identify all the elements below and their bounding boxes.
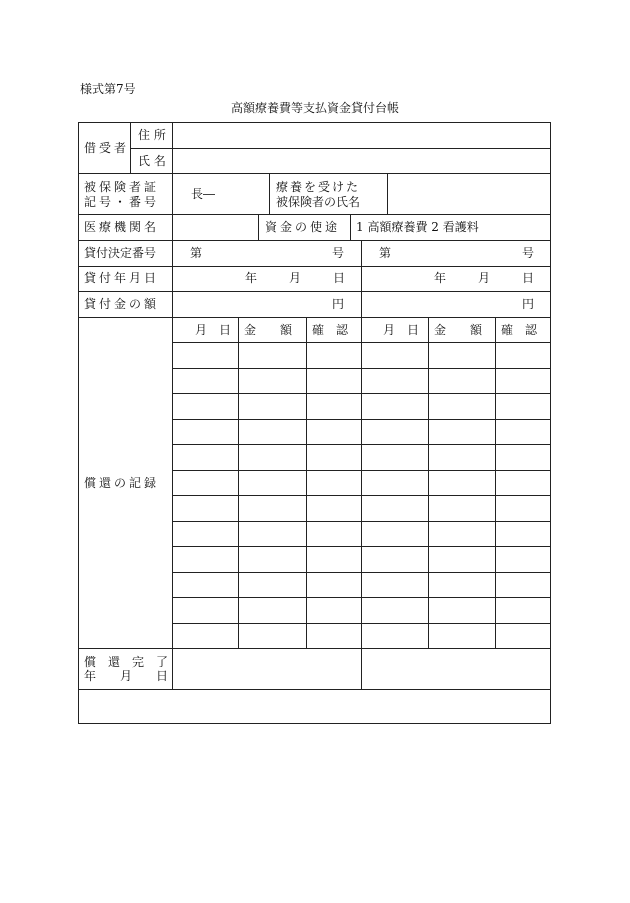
loan-amount-yen-1: 円 [332, 297, 345, 311]
insured-card-prefix: 長― [191, 187, 216, 201]
completion-label-line1: 償 還 完 了 [84, 655, 169, 669]
fund-purpose-label: 資金の使途 [265, 220, 341, 234]
insured-card-label-line1: 被保険者証 [84, 180, 160, 194]
repayment-header-date-1: 月 日 [195, 323, 232, 337]
address-label: 住 所 [138, 128, 166, 142]
loan-amount-yen-2: 円 [522, 297, 535, 311]
loan-date-year-2: 年 [434, 271, 447, 285]
decision-go-1: 号 [332, 246, 345, 260]
repayment-header-confirm-2: 確 認 [501, 323, 538, 337]
name-field[interactable] [173, 149, 550, 173]
insured-card-label-line2: 記号・番号 [84, 195, 160, 209]
document-title: 高額療養費等支払資金貸付台帳 [230, 101, 399, 115]
decision-go-2: 号 [522, 246, 535, 260]
loan-date-month-2: 月 [478, 271, 491, 285]
repayment-header-amount-1: 金 額 [244, 323, 293, 337]
fund-purpose-value: 1 高額療養費 2 看護料 [356, 220, 479, 234]
patient-label-line2: 被保険者の氏名 [276, 195, 361, 209]
repayment-header-confirm-1: 確 認 [312, 323, 349, 337]
repayment-header-date-2: 月 日 [383, 323, 420, 337]
insured-card-number-field[interactable] [230, 174, 269, 214]
medical-institution-field[interactable] [173, 215, 258, 240]
loan-amount-label: 貸付金の額 [84, 297, 160, 311]
form-number: 様式第7号 [80, 82, 136, 96]
address-field[interactable] [173, 123, 550, 148]
decision-number-label: 貸付決定番号 [84, 246, 157, 260]
decision-dai-1: 第 [190, 246, 203, 260]
patient-name-field[interactable] [388, 174, 550, 214]
loan-date-month-1: 月 [289, 271, 302, 285]
medical-institution-label: 医療機関名 [84, 220, 160, 234]
name-label: 氏 名 [138, 154, 166, 168]
repayment-record-label: 償還の記録 [84, 476, 160, 490]
completion-label-line2: 年 月 日 [84, 669, 169, 683]
remarks-field[interactable] [79, 690, 550, 723]
patient-label-line1: 療養を受けた [276, 180, 361, 194]
loan-date-day-2: 日 [522, 271, 535, 285]
loan-date-day-1: 日 [333, 271, 346, 285]
repayment-header-amount-2: 金 額 [434, 323, 483, 337]
loan-date-year-1: 年 [245, 271, 258, 285]
borrower-label: 借受者 [84, 141, 130, 155]
loan-date-label: 貸付年月日 [84, 271, 160, 285]
decision-dai-2: 第 [379, 246, 392, 260]
